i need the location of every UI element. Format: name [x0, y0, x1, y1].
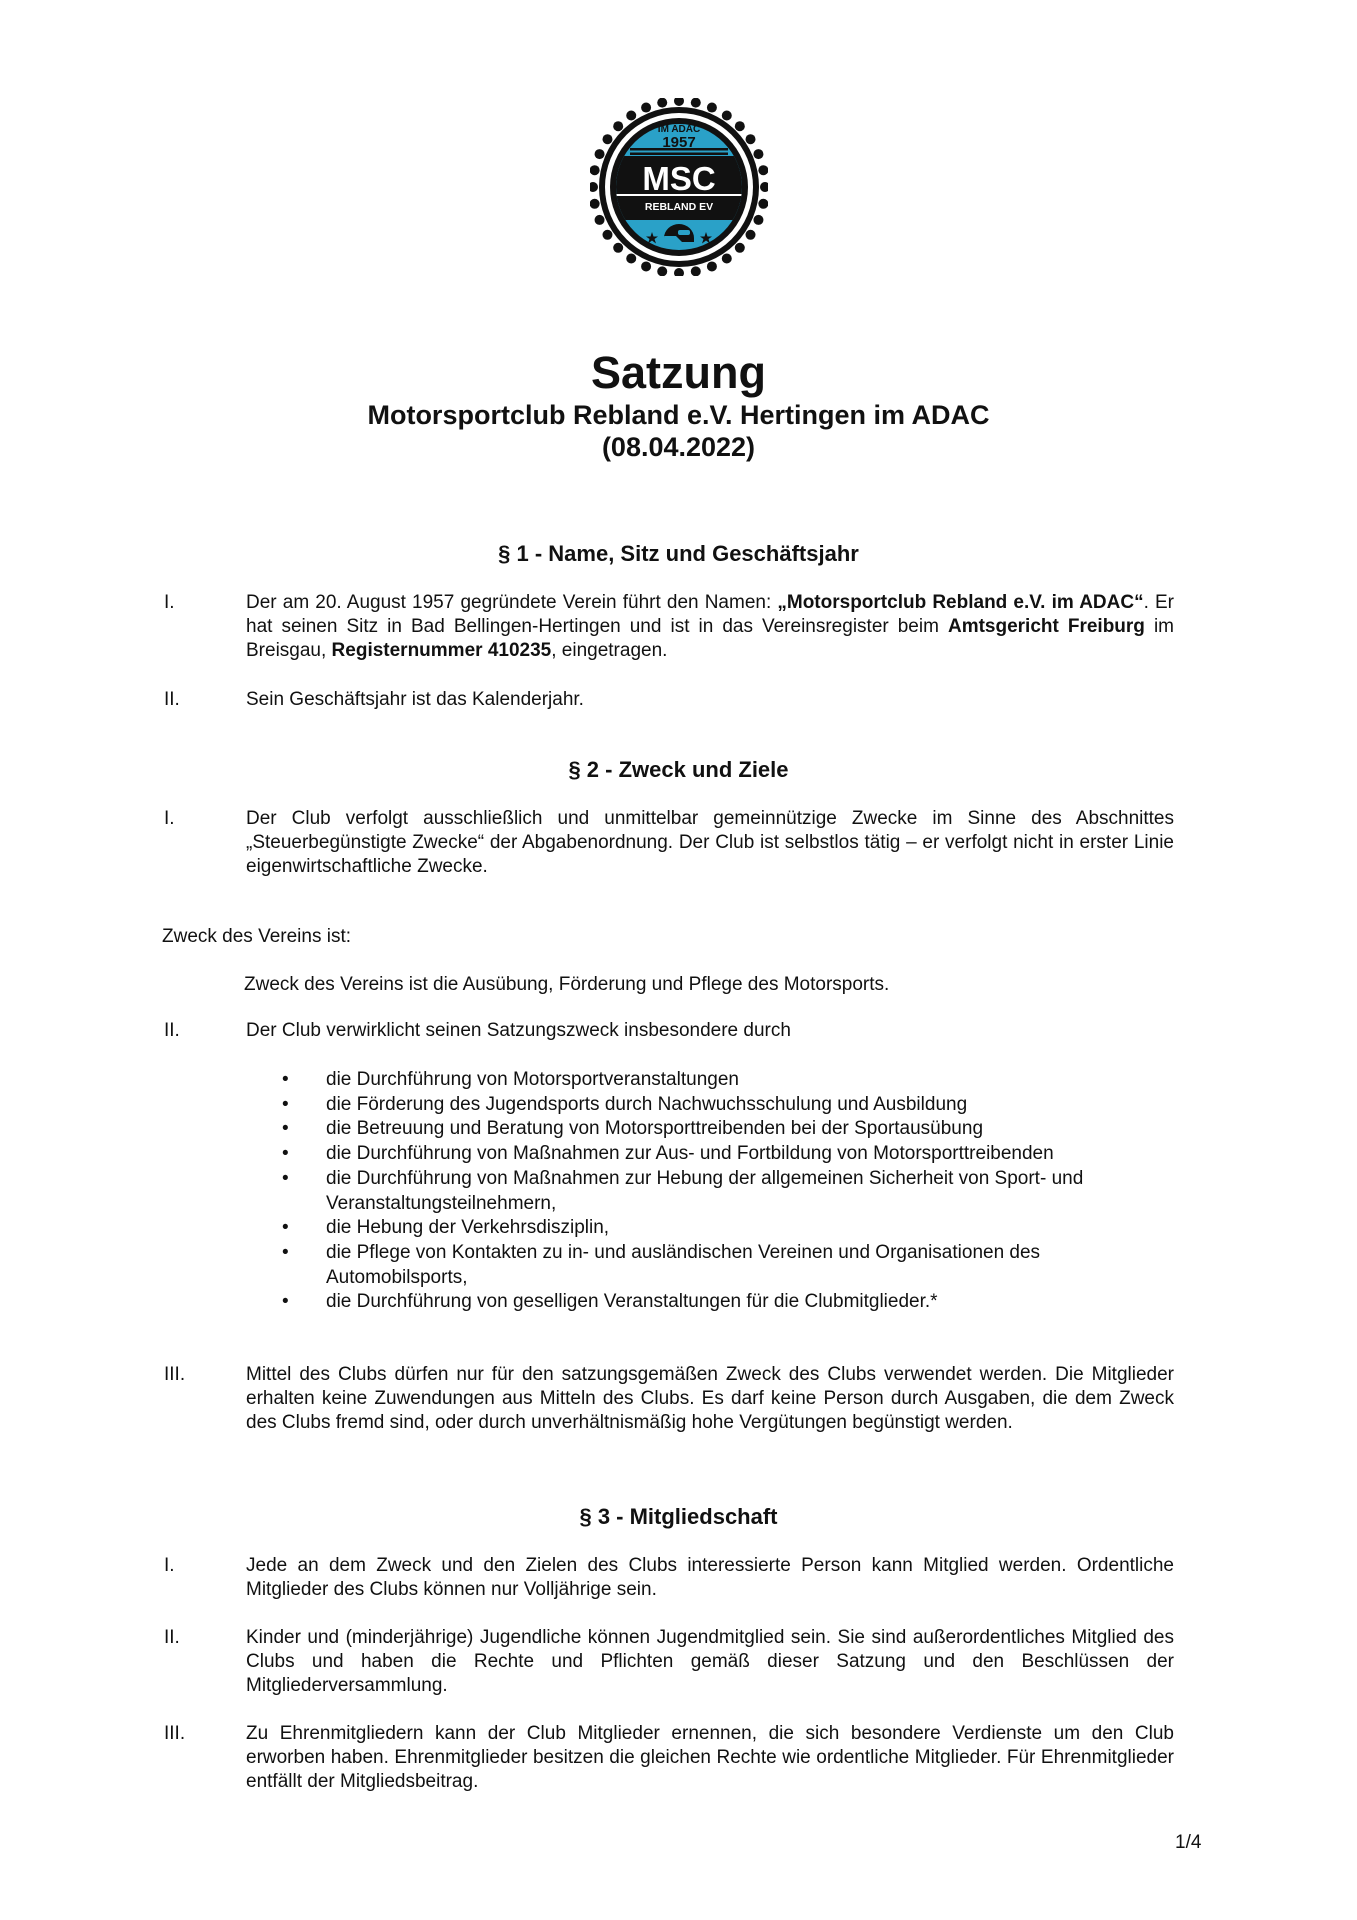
section-1-item-2-number: II.: [164, 689, 180, 710]
section-2-item-3-text: Mittel des Clubs dürfen nur für den satzungsgemäßen Zweck des Clubs verwendet werden. Die Mitglieder erhalten keine Zuwendungen aus Mitteln des Clubs. Es darf keine Person durch Ausgaben, die dem Zweck des Clubs fremd sind, oder durch unverhältnismäßig hohe Vergütungen begünstigt werden.: [246, 1364, 1174, 1433]
list-item: • die Durchführung von Motorsportveranstaltungen: [246, 1068, 1146, 1093]
purpose-list: [246, 1068, 1146, 1315]
section-3-heading: § 3 - Mitgliedschaft: [579, 1504, 778, 1529]
list-item: • die Durchführung von Maßnahmen zur Hebung der allgemeinen Sicherheit von Sport- und Veranstaltungsteilnehmern,: [246, 1167, 1146, 1216]
logo-year: 1957: [662, 134, 696, 151]
section-1-heading: § 1 - Name, Sitz und Geschäftsjahr: [498, 541, 859, 566]
purpose-text: Zweck des Vereins ist die Ausübung, Förderung und Pflege des Motorsports.: [244, 974, 890, 995]
page-number: 1/4: [1175, 1832, 1202, 1853]
logo-top-text: IM ADAC: [657, 124, 701, 135]
section-3-item-1-text: Jede an dem Zweck und den Zielen des Clubs interessierte Person kann Mitglied werden. Ordentliche Mitglieder des Clubs können nur Volljährige sein.: [246, 1555, 1174, 1600]
list-item: • die Hebung der Verkehrsdisziplin,: [246, 1216, 1146, 1241]
section-3-item-3-text: Zu Ehrenmitgliedern kann der Club Mitglieder ernennen, die sich besondere Verdienste um den Club erworben haben. Ehrenmitglieder besitzen die gleichen Rechte wie ordentliche Mitglieder. Für Ehrenmitglieder entfällt der Mitgliedsbeitrag.: [246, 1723, 1174, 1792]
section-1-item-1-text: Der am 20. August 1957 gegründete Verein führt den Namen: „Motorsportclub Rebland e.V. im ADAC“. Er hat seinen Sitz in Bad Bellingen-Hertingen und ist in das Vereinsregister beim Amtsgericht Freiburg im Breisgau, Registernummer 410235, eingetragen.: [246, 592, 1175, 661]
section-2-item-2-number: II.: [164, 1020, 180, 1041]
section-2-item-1-number: I.: [164, 808, 175, 829]
page-subtitle: Motorsportclub Rebland e.V. Hertingen im ADAC: [367, 400, 990, 430]
section-2-item-3-number: III.: [164, 1364, 186, 1385]
section-2-item-2-text: Der Club verwirklicht seinen Satzungszweck insbesondere durch: [246, 1020, 791, 1041]
section-3-item-1-number: I.: [164, 1555, 175, 1576]
section-2-item-1-text: Der Club verfolgt ausschließlich und unmittelbar gemeinnützige Zwecke im Sinne des Abschnittes „Steuerbegünstigte Zwecke“ der Abgabenordnung. Der Club ist selbstlos tätig – er verfolgt nicht in erster Linie eigenwirtschaftliche Zwecke.: [246, 808, 1174, 877]
section-1-item-1-number: I.: [164, 592, 175, 613]
section-1-item-2-text: Sein Geschäftsjahr ist das Kalenderjahr.: [246, 689, 584, 710]
list-item: • die Förderung des Jugendsports durch Nachwuchsschulung und Ausbildung: [246, 1093, 1146, 1118]
section-3-item-2-number: II.: [164, 1627, 180, 1648]
purpose-label: Zweck des Vereins ist:: [162, 926, 352, 947]
section-3-item-2-text: Kinder und (minderjährige) Jugendliche können Jugendmitglied sein. Sie sind außerordentliches Mitglied des Clubs und haben die Rechte und Pflichten gemäß dieser Satzung und den Beschlüssen der Mitgliederversammlung.: [246, 1627, 1174, 1696]
list-item: • die Betreuung und Beratung von Motorsporttreibenden bei der Sportausübung: [246, 1117, 1146, 1142]
msc-logo: [590, 98, 768, 276]
logo-main-text: MSC: [642, 160, 716, 197]
list-item: • die Durchführung von geselligen Veranstaltungen für die Clubmitglieder.*: [246, 1290, 1146, 1315]
list-item: • die Durchführung von Maßnahmen zur Aus- und Fortbildung von Motorsporttreibenden: [246, 1142, 1146, 1167]
msc-logo-emblem: [590, 98, 768, 276]
section-2-heading: § 2 - Zweck und Ziele: [568, 757, 789, 782]
logo-sub-text: REBLAND EV: [644, 201, 714, 213]
section-3-item-3-number: III.: [164, 1723, 186, 1744]
list-item: • die Pflege von Kontakten zu in- und ausländischen Vereinen und Organisationen des Automobilsports,: [246, 1241, 1146, 1290]
page-title: Satzung: [591, 347, 766, 398]
page-date: (08.04.2022): [601, 432, 756, 462]
